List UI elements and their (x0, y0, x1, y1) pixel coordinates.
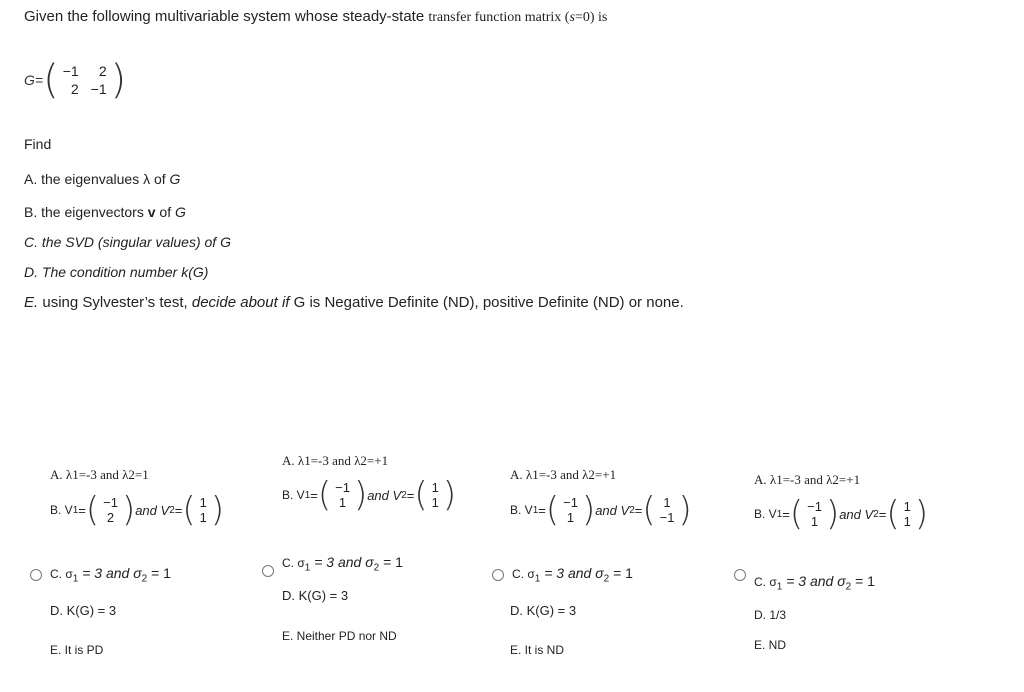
matrix-label: G= (24, 72, 44, 88)
title-text: Given the following multivariable system whose steady-state (24, 8, 429, 25)
left-paren-icon: ( (182, 490, 196, 530)
right-paren-icon: ) (110, 57, 127, 103)
eq: = (878, 506, 887, 522)
vec-cell: 1 (431, 495, 439, 510)
option-c-text (512, 565, 633, 584)
sub: 1 (776, 508, 783, 520)
option-4-a (754, 471, 860, 489)
option-4-d: D. 1/3 (754, 608, 787, 622)
vec-cell: 1 (199, 495, 207, 510)
option-2-c (262, 551, 403, 577)
option-2-radio[interactable] (262, 565, 274, 577)
left-paren-icon: ( (642, 490, 656, 530)
option-3-c (492, 565, 633, 584)
eq: = (78, 502, 86, 518)
option-1-c (30, 565, 171, 584)
option-a-text: A. λ1=-3 and λ2=1 (50, 467, 149, 482)
c-mid: = 3 and σ (540, 565, 604, 581)
c-end: = 1 (609, 565, 633, 581)
vector-v1 (803, 499, 826, 529)
vec-cell: 1 (663, 495, 671, 510)
option-a-text: A. λ1=-3 and λ2=+1 (510, 467, 617, 482)
vec-cell: 1 (903, 499, 911, 514)
left-paren-icon: ( (414, 475, 428, 515)
sub: 1 (72, 573, 79, 585)
item-b-text: B. the eigenvectors (24, 204, 148, 220)
vector-v2 (656, 495, 679, 525)
and-text: and V (595, 502, 630, 518)
option-1-a (50, 466, 149, 484)
option-4-radio[interactable] (734, 569, 746, 581)
sub: 1 (72, 504, 79, 516)
right-paren-icon: ) (678, 490, 692, 530)
right-paren-icon: ) (825, 494, 840, 534)
and-text: and V (367, 487, 402, 503)
option-1-d: D. K(G) = 3 (50, 603, 117, 618)
item-c: C. the SVD (singular values) of G (24, 234, 231, 250)
option-2-d: D. K(G) = 3 (282, 588, 349, 603)
right-paren-icon: ) (914, 494, 929, 534)
item-b-mid: of (155, 204, 176, 220)
right-paren-icon: ) (353, 475, 368, 515)
vec-cell: −1 (563, 495, 578, 510)
sub: 1 (304, 562, 311, 574)
sub: 2 (373, 562, 380, 574)
vec-cell: −1 (659, 510, 675, 525)
item-b (24, 204, 186, 220)
eq: = (782, 506, 790, 522)
c-prefix: C. σ (282, 556, 305, 571)
vector-v1 (559, 495, 582, 525)
find-label: Find (24, 136, 52, 152)
vec-cell: −1 (335, 480, 350, 495)
sub: 1 (776, 581, 783, 593)
title-s-variable: s (569, 10, 575, 25)
left-paren-icon: ( (789, 494, 804, 534)
sub: 1 (534, 573, 541, 585)
c-mid: = 3 and σ (782, 573, 846, 589)
option-1-b (50, 490, 225, 530)
option-c-text (50, 565, 171, 584)
c-mid: = 3 and σ (310, 554, 374, 571)
sub: 2 (169, 504, 175, 516)
option-3-d: D. K(G) = 3 (510, 603, 577, 618)
eq: = (406, 487, 415, 503)
vec-cell: 2 (106, 510, 115, 525)
item-e-prefix: E. (24, 294, 39, 311)
vector-v1 (99, 495, 122, 525)
sub: 2 (401, 489, 407, 501)
sub: 2 (603, 573, 610, 585)
right-paren-icon: ) (442, 475, 457, 515)
eq: = (538, 502, 546, 518)
option-4-b (754, 494, 929, 534)
left-paren-icon: ( (85, 490, 100, 530)
option-b-prefix: B. V (510, 503, 533, 517)
item-b-bold: v (147, 204, 156, 220)
eq: = (174, 502, 183, 518)
sub: 2 (873, 508, 879, 520)
c-end: = 1 (379, 554, 403, 571)
c-prefix: C. σ (754, 575, 777, 589)
option-2-e: E. Neither PD nor ND (282, 629, 397, 643)
vector-v2 (196, 495, 211, 525)
sub: 1 (304, 489, 311, 501)
option-3-b (510, 490, 692, 530)
c-prefix: C. σ (512, 567, 535, 581)
option-2-b (282, 475, 457, 515)
option-2-a (282, 452, 388, 470)
right-paren-icon: ) (581, 490, 596, 530)
vector-v1 (331, 480, 354, 510)
c-prefix: C. σ (50, 567, 73, 581)
vec-cell: −1 (807, 499, 822, 514)
left-paren-icon: ( (317, 475, 332, 515)
vec-cell: 1 (199, 510, 207, 525)
sub: 1 (532, 504, 539, 516)
c-mid: = 3 and σ (78, 565, 142, 581)
item-e-rest: G is Negative Definite (ND), positive Definite (ND) or none. (289, 294, 684, 311)
matrix-cell: −1 (62, 63, 79, 79)
question-title (24, 8, 607, 26)
option-3-e: E. It is ND (510, 643, 565, 657)
option-3-radio[interactable] (492, 569, 504, 581)
vec-cell: 1 (903, 514, 911, 529)
option-4-e: E. ND (754, 638, 787, 652)
and-text: and V (135, 502, 170, 518)
option-1-radio[interactable] (30, 569, 42, 581)
item-b-var: G (175, 204, 186, 220)
sub: 2 (845, 581, 852, 593)
title-serif-text: transfer function matrix ( (428, 10, 570, 25)
c-end: = 1 (851, 573, 875, 589)
option-b-prefix: B. V (50, 503, 73, 517)
right-paren-icon: ) (210, 490, 225, 530)
option-3-a (510, 466, 616, 484)
option-c-text (754, 573, 875, 592)
option-b-prefix: B. V (754, 507, 777, 521)
title-serif-end: =0) is (574, 10, 608, 25)
vec-cell: −1 (103, 495, 118, 510)
left-paren-icon: ( (545, 490, 560, 530)
item-a-var: G (169, 171, 181, 187)
vector-v2 (900, 499, 915, 529)
vec-cell: 1 (566, 510, 575, 525)
option-c-text (282, 554, 403, 573)
option-4-c (734, 563, 875, 592)
vector-v2 (428, 480, 443, 510)
item-e-italic: decide about if (191, 294, 290, 311)
matrix-g (24, 57, 127, 103)
matrix-cell: −1 (90, 81, 107, 97)
option-b-prefix: B. V (282, 488, 305, 502)
sub: 2 (629, 504, 635, 516)
option-a-text: A. λ1=-3 and λ2=+1 (754, 472, 861, 487)
eq: = (310, 487, 318, 503)
matrix-cells (59, 63, 111, 97)
vec-cell: 1 (431, 480, 439, 495)
matrix-cell: 2 (98, 63, 107, 79)
item-e (24, 294, 684, 311)
vec-cell: 1 (338, 495, 347, 510)
c-end: = 1 (147, 565, 171, 581)
eq: = (634, 502, 643, 518)
left-paren-icon: ( (886, 494, 900, 534)
right-paren-icon: ) (121, 490, 136, 530)
and-text: and V (839, 506, 874, 522)
item-d: D. The condition number k(G) (24, 264, 209, 280)
sub: 2 (141, 573, 148, 585)
matrix-cell: 2 (70, 81, 79, 97)
item-e-mid: using Sylvester’s test, (38, 294, 192, 311)
option-a-text: A. λ1=-3 and λ2=+1 (282, 453, 389, 468)
vec-cell: 1 (810, 514, 819, 529)
left-paren-icon: ( (43, 57, 59, 103)
item-a (24, 171, 180, 187)
option-1-e: E. It is PD (50, 643, 104, 657)
item-a-text: A. the eigenvalues λ of (24, 171, 170, 187)
